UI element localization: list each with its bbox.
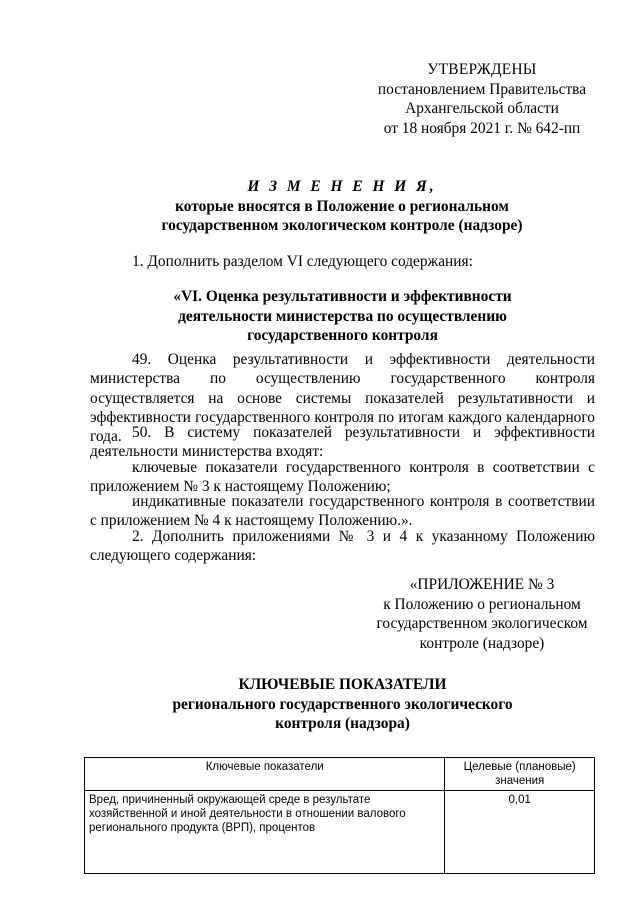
approval-line-1: постановлением Правительства — [377, 80, 587, 98]
changes-title: И З М Е Н Е Н И Я, — [247, 178, 437, 195]
appendix-header — [360, 575, 604, 653]
section-vi-heading — [90, 287, 595, 346]
appendix-title: «ПРИЛОЖЕНИЕ № 3 — [409, 576, 555, 593]
table-cell-value: 0,01 — [445, 791, 595, 874]
changes-subtitle-line-2: государственном экологическом контроле (надзоре) — [161, 217, 523, 234]
changes-heading — [90, 177, 594, 236]
appendix-line-3: контроле (надзоре) — [419, 634, 545, 652]
key-indicators-table — [84, 757, 595, 874]
table-cell-indicator: Вред, причиненный окружающей среде в результате хозяйственной и иной деятельности в отношении валового регионального продукта (ВРП), процентов — [85, 791, 445, 874]
approval-title: УТВЕРЖДЕНЫ — [427, 61, 537, 78]
section-heading-line-2: деятельности министерства по осуществлению — [178, 307, 507, 325]
approval-line-3: от 18 ноября 2021 г. № 642-пп — [383, 119, 581, 137]
table-header-target-value: Целевые (плановые) значения — [445, 758, 595, 791]
table-header-indicator: Ключевые показатели — [85, 758, 445, 791]
section-heading-line-1: «VI. Оценка результативности и эффективности — [173, 288, 512, 305]
approval-line-2: Архангельской области — [405, 100, 559, 117]
table-row — [85, 791, 595, 874]
key-indicators-heading — [90, 675, 595, 734]
paragraph-50-key-indicators: ключевые показатели государственного контроля в соответствии с приложением № 3 к настоящему Положению; — [90, 459, 595, 496]
section-heading-line-3: государственного контроля — [247, 327, 438, 344]
paragraph-50: 50. В систему показателей результативности и эффективности деятельности министерства входят: — [90, 424, 595, 461]
appendix-line-2: государственном экологическом — [376, 615, 588, 632]
changes-subtitle-line-1: которые вносятся в Положение о региональном — [175, 197, 509, 215]
paragraph-50-indicative-indicators: индикативные показатели государственного контроля в соответствии с приложением № 4 к настоящему Положению.». — [90, 493, 595, 530]
paragraph-49: 49. Оценка результативности и эффективности деятельности министерства по осуществлению государственного контроля осуществляется на основе системы показателей результативности и эффективности государственного контроля по итогам каждого календарного года. — [90, 351, 595, 446]
key-indicators-subtitle-line-1: регионального государственного экологического — [172, 695, 513, 713]
item-2-text: 2. Дополнить приложениями № 3 и 4 к указанному Положению следующего содержания: — [90, 528, 595, 565]
appendix-line-1: к Положению о региональном — [383, 595, 581, 613]
key-indicators-title: КЛЮЧЕВЫЕ ПОКАЗАТЕЛИ — [238, 676, 447, 693]
approval-stamp — [360, 60, 604, 138]
table-header-row — [85, 758, 595, 791]
item-1-text: 1. Дополнить разделом VI следующего содержания: — [132, 253, 473, 270]
key-indicators-subtitle-line-2: контроля (надзора) — [275, 715, 410, 732]
